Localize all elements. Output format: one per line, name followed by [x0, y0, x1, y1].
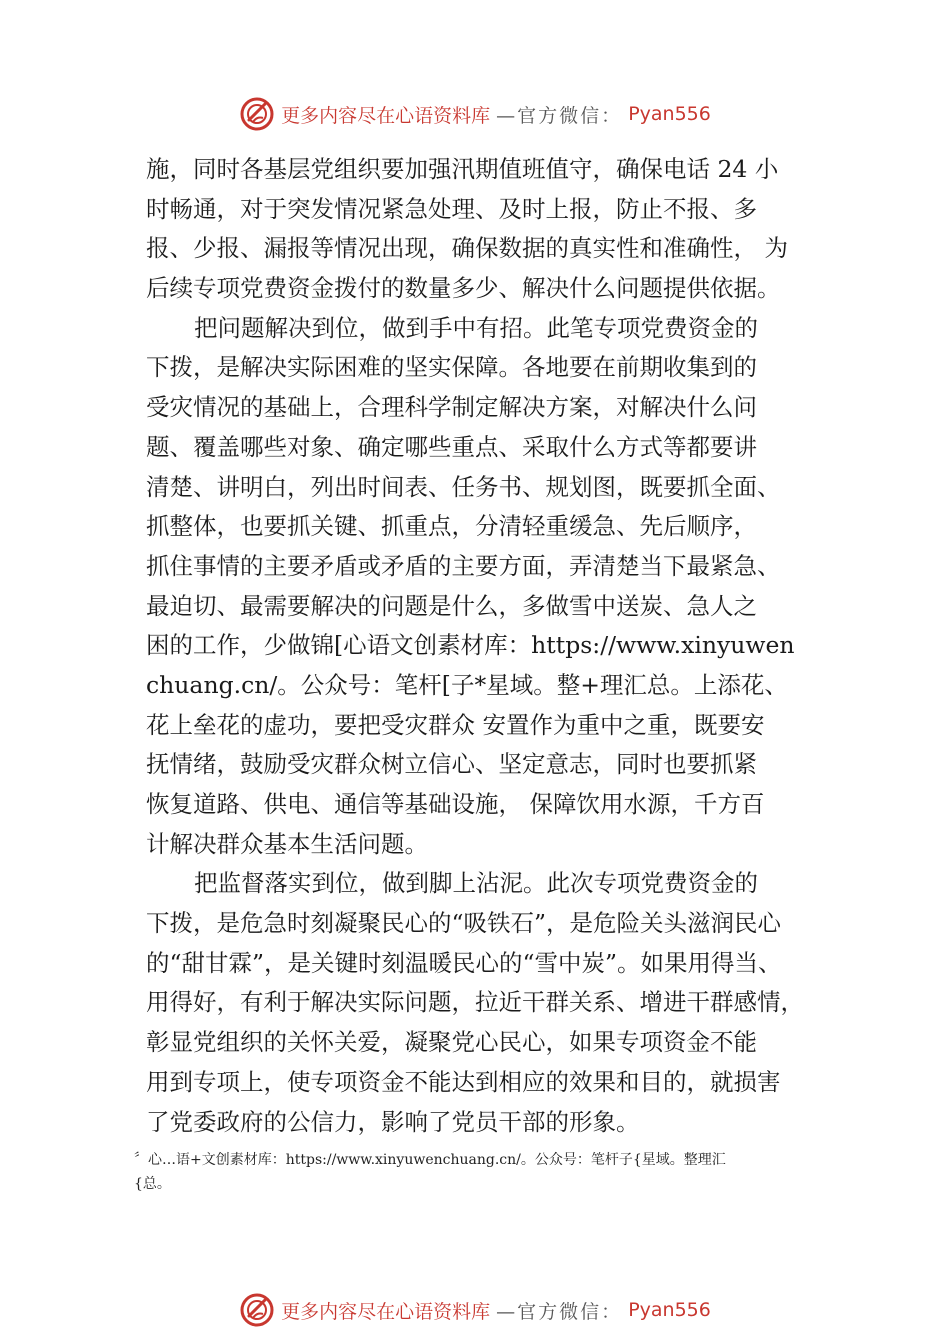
text-line: 受灾情况的基础上，合理科学制定解决方案，对解决什么问	[146, 393, 757, 422]
red-circular-seal-icon	[239, 96, 275, 132]
text-line: 恢复道路、供电、通信等基础设施， 保障饮用水源，千方百	[146, 790, 765, 818]
footer-banner	[0, 1290, 950, 1330]
text-line: 最迫切、最需要解决的问题是什么，多做雪中送炭、急人之	[146, 591, 757, 620]
header-banner	[0, 94, 950, 134]
banner-red-text: 更多内容尽在心语资料库	[281, 104, 491, 127]
banner-grey-text: —官方微信：	[496, 1300, 623, 1323]
banner-wechat-id: Pyan556	[628, 1299, 711, 1321]
footnote-line: 〞心…语+文创素材库：https://www.xinyuwenchuang.cn/。公众号：笔杆子{星域。整理汇	[134, 1152, 726, 1168]
text-line: 彰显党组织的关怀关爱，凝聚党心民心，如果专项资金不能	[146, 1028, 757, 1057]
text-line: 抓住事情的主要矛盾或矛盾的主要方面，弄清楚当下最紧急、	[146, 551, 781, 580]
text-line: 抚情绪，鼓励受灾群众树立信心、坚定意志，同时也要抓紧	[146, 750, 757, 779]
text-line: 了党委政府的公信力，影响了党员干部的形象。	[146, 1107, 640, 1136]
footnote	[134, 1148, 854, 1196]
text-line: 题、覆盖哪些对象、确定哪些重点、采取什么方式等都要讲	[146, 432, 757, 461]
text-line: 报、少报、漏报等情况出现，确保数据的真实性和准确性， 为	[146, 234, 788, 263]
text-line: 用得好，有利于解决实际问题，拉近干群关系、增进干群感情，	[146, 988, 804, 1017]
text-line: chuang.cn/。公众号：笔杆[子*星域。整+理汇总。上添花、	[146, 670, 788, 699]
banner-grey-text: —官方微信：	[496, 104, 623, 127]
text-line: 清楚、讲明白，列出时间表、任务书、规划图，既要抓全面、	[146, 472, 781, 501]
text-line: 用到专项上，使专项资金不能达到相应的效果和目的，就损害	[146, 1067, 781, 1096]
red-circular-seal-icon	[239, 1292, 275, 1328]
text-line: 下拨，是解决实际困难的坚实保障。各地要在前期收集到的	[146, 353, 757, 382]
text-line: 后续专项党费资金拨付的数量多少、解决什么问题提供依据。	[146, 274, 781, 303]
banner-wechat-id: Pyan556	[628, 103, 711, 125]
text-line: 抓整体，也要抓关键、抓重点，分清轻重缓急、先后顺序，	[146, 512, 757, 541]
footnote-line: {总。	[134, 1176, 171, 1192]
text-line: 把监督落实到位，做到脚上沾泥。此次专项党费资金的	[194, 869, 758, 898]
paragraph-1	[146, 150, 846, 309]
text-line: 花上垒花的虚功，要把受灾群众 安置作为重中之重，既要安	[146, 710, 765, 739]
text-line: 施，同时各基层党组织要加强汛期值班值守，确保电话 24 小	[146, 155, 779, 183]
text-line: 的“甜甘霖”，是关键时刻温暖民心的“雪中炭”。如果用得当、	[146, 948, 782, 977]
text-line: 困的工作，少做锦[心语文创素材库：https://www.xinyuwen	[146, 631, 795, 660]
text-line: 把问题解决到位，做到手中有招。此笔专项党费资金的	[194, 313, 758, 342]
text-line: 计解决群众基本生活问题。	[146, 829, 428, 858]
paragraph-2	[146, 309, 846, 865]
document-body	[146, 150, 846, 1142]
paragraph-3	[146, 864, 846, 1142]
banner-red-text: 更多内容尽在心语资料库	[281, 1300, 491, 1323]
text-line: 时畅通，对于突发情况紧急处理、及时上报，防止不报、多	[146, 194, 757, 223]
text-line: 下拨，是危急时刻凝聚民心的“吸铁石”，是危险关头滋润民心	[146, 909, 782, 938]
